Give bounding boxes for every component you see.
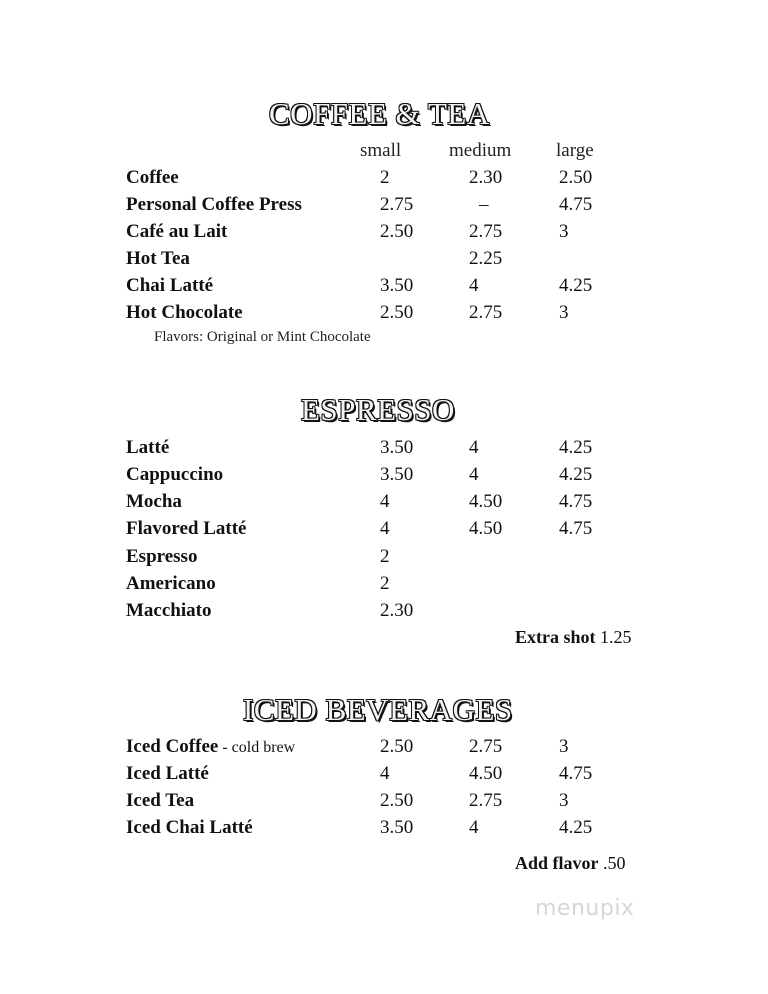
- size-header-large: large: [556, 140, 594, 161]
- price-medium: 4: [469, 437, 479, 458]
- price-medium: 4: [469, 275, 479, 296]
- price-large: 4.75: [559, 194, 593, 215]
- price-large: 2.50: [559, 167, 593, 188]
- item-name: Iced Tea: [126, 790, 195, 811]
- item-name: Hot Tea: [126, 248, 190, 269]
- price-medium: 2.75: [469, 736, 503, 757]
- menu-item-row: [0, 167, 768, 191]
- menu-item-row: [0, 736, 768, 760]
- price-large: 4.25: [559, 464, 593, 485]
- price-large: 4.75: [559, 491, 593, 512]
- menu-item-row: [0, 518, 768, 542]
- item-name: Cappuccino: [126, 464, 224, 485]
- menu-item-row: [0, 491, 768, 515]
- price-large: 3: [559, 221, 569, 242]
- item-name: Espresso: [126, 546, 198, 567]
- item-name: Chai Latté: [126, 275, 214, 296]
- price-medium: –: [479, 194, 489, 215]
- item-name: Latté: [126, 437, 170, 458]
- price-small: 4: [380, 518, 390, 539]
- section-title-iced-beverages: ICED BEVERAGES: [243, 692, 513, 727]
- price-small: 4: [380, 491, 390, 512]
- price-medium: 4.50: [469, 518, 503, 539]
- add-flavor-label: Add flavor: [515, 853, 599, 873]
- extra-shot-note: [515, 627, 632, 648]
- menupix-watermark: menupix: [535, 896, 635, 921]
- menu-item-row: [0, 221, 768, 245]
- menu-item-row: [0, 194, 768, 218]
- size-header-medium: medium: [449, 140, 512, 161]
- item-name: Flavored Latté: [126, 518, 247, 539]
- price-large: 3: [559, 736, 569, 757]
- price-small: 4: [380, 763, 390, 784]
- menu-item-row: [0, 790, 768, 814]
- menu-item-row: [0, 302, 768, 326]
- price-small: 2.50: [380, 221, 414, 242]
- item-name: Coffee: [126, 167, 179, 188]
- price-large: 3: [559, 790, 569, 811]
- price-medium: 4.50: [469, 763, 503, 784]
- price-small: 2: [380, 546, 390, 567]
- price-medium: 4.50: [469, 491, 503, 512]
- item-name: Mocha: [126, 491, 182, 512]
- price-medium: 2.25: [469, 248, 503, 269]
- price-medium: 2.30: [469, 167, 503, 188]
- price-small: 2.50: [380, 736, 414, 757]
- menu-item-row: [0, 817, 768, 841]
- item-name: Hot Chocolate: [126, 302, 243, 323]
- item-name-text: Iced Coffee: [126, 736, 219, 757]
- price-medium: 4: [469, 817, 479, 838]
- menu-item-row: [0, 437, 768, 461]
- extra-shot-label: Extra shot: [515, 627, 596, 647]
- menu-item-row: [0, 763, 768, 787]
- price-large: 3: [559, 302, 569, 323]
- price-large: 4.25: [559, 817, 593, 838]
- price-small: 2: [380, 573, 390, 594]
- price-small: 3.50: [380, 817, 414, 838]
- price-small: 3.50: [380, 275, 414, 296]
- menu-item-row: [0, 573, 768, 597]
- menu-item-row: [0, 546, 768, 570]
- menu-item-row: [0, 275, 768, 299]
- item-note: - cold brew: [218, 739, 296, 756]
- price-medium: 2.75: [469, 790, 503, 811]
- extra-shot-price: 1.25: [600, 627, 632, 647]
- item-name: Iced Latté: [126, 763, 209, 784]
- price-large: 4.25: [559, 437, 593, 458]
- size-header-small: small: [360, 140, 402, 161]
- menu-item-row: [0, 248, 768, 272]
- price-small: 2.75: [380, 194, 414, 215]
- price-large: 4.75: [559, 518, 593, 539]
- price-small: 2.50: [380, 302, 414, 323]
- price-small: 2.50: [380, 790, 414, 811]
- section-title-coffee-tea: COFFEE & TEA: [269, 96, 490, 131]
- add-flavor-note: [515, 853, 626, 874]
- menu-item-row: [0, 464, 768, 488]
- price-small: 2.30: [380, 600, 414, 621]
- price-medium: 2.75: [469, 221, 503, 242]
- price-small: 3.50: [380, 464, 414, 485]
- item-name: Personal Coffee Press: [126, 194, 302, 215]
- price-medium: 2.75: [469, 302, 503, 323]
- price-small: 3.50: [380, 437, 414, 458]
- price-medium: 4: [469, 464, 479, 485]
- add-flavor-price: .50: [603, 853, 626, 873]
- item-name: Americano: [126, 573, 216, 594]
- item-name: Macchiato: [126, 600, 212, 621]
- item-name: [126, 736, 295, 758]
- item-name: Iced Chai Latté: [126, 817, 253, 838]
- price-large: 4.25: [559, 275, 593, 296]
- price-small: 2: [380, 167, 390, 188]
- price-large: 4.75: [559, 763, 593, 784]
- menu-item-row: [0, 600, 768, 624]
- section-title-espresso: ESPRESSO: [301, 392, 455, 427]
- flavors-note: Flavors: Original or Mint Chocolate: [154, 329, 371, 345]
- item-name: Café au Lait: [126, 221, 228, 242]
